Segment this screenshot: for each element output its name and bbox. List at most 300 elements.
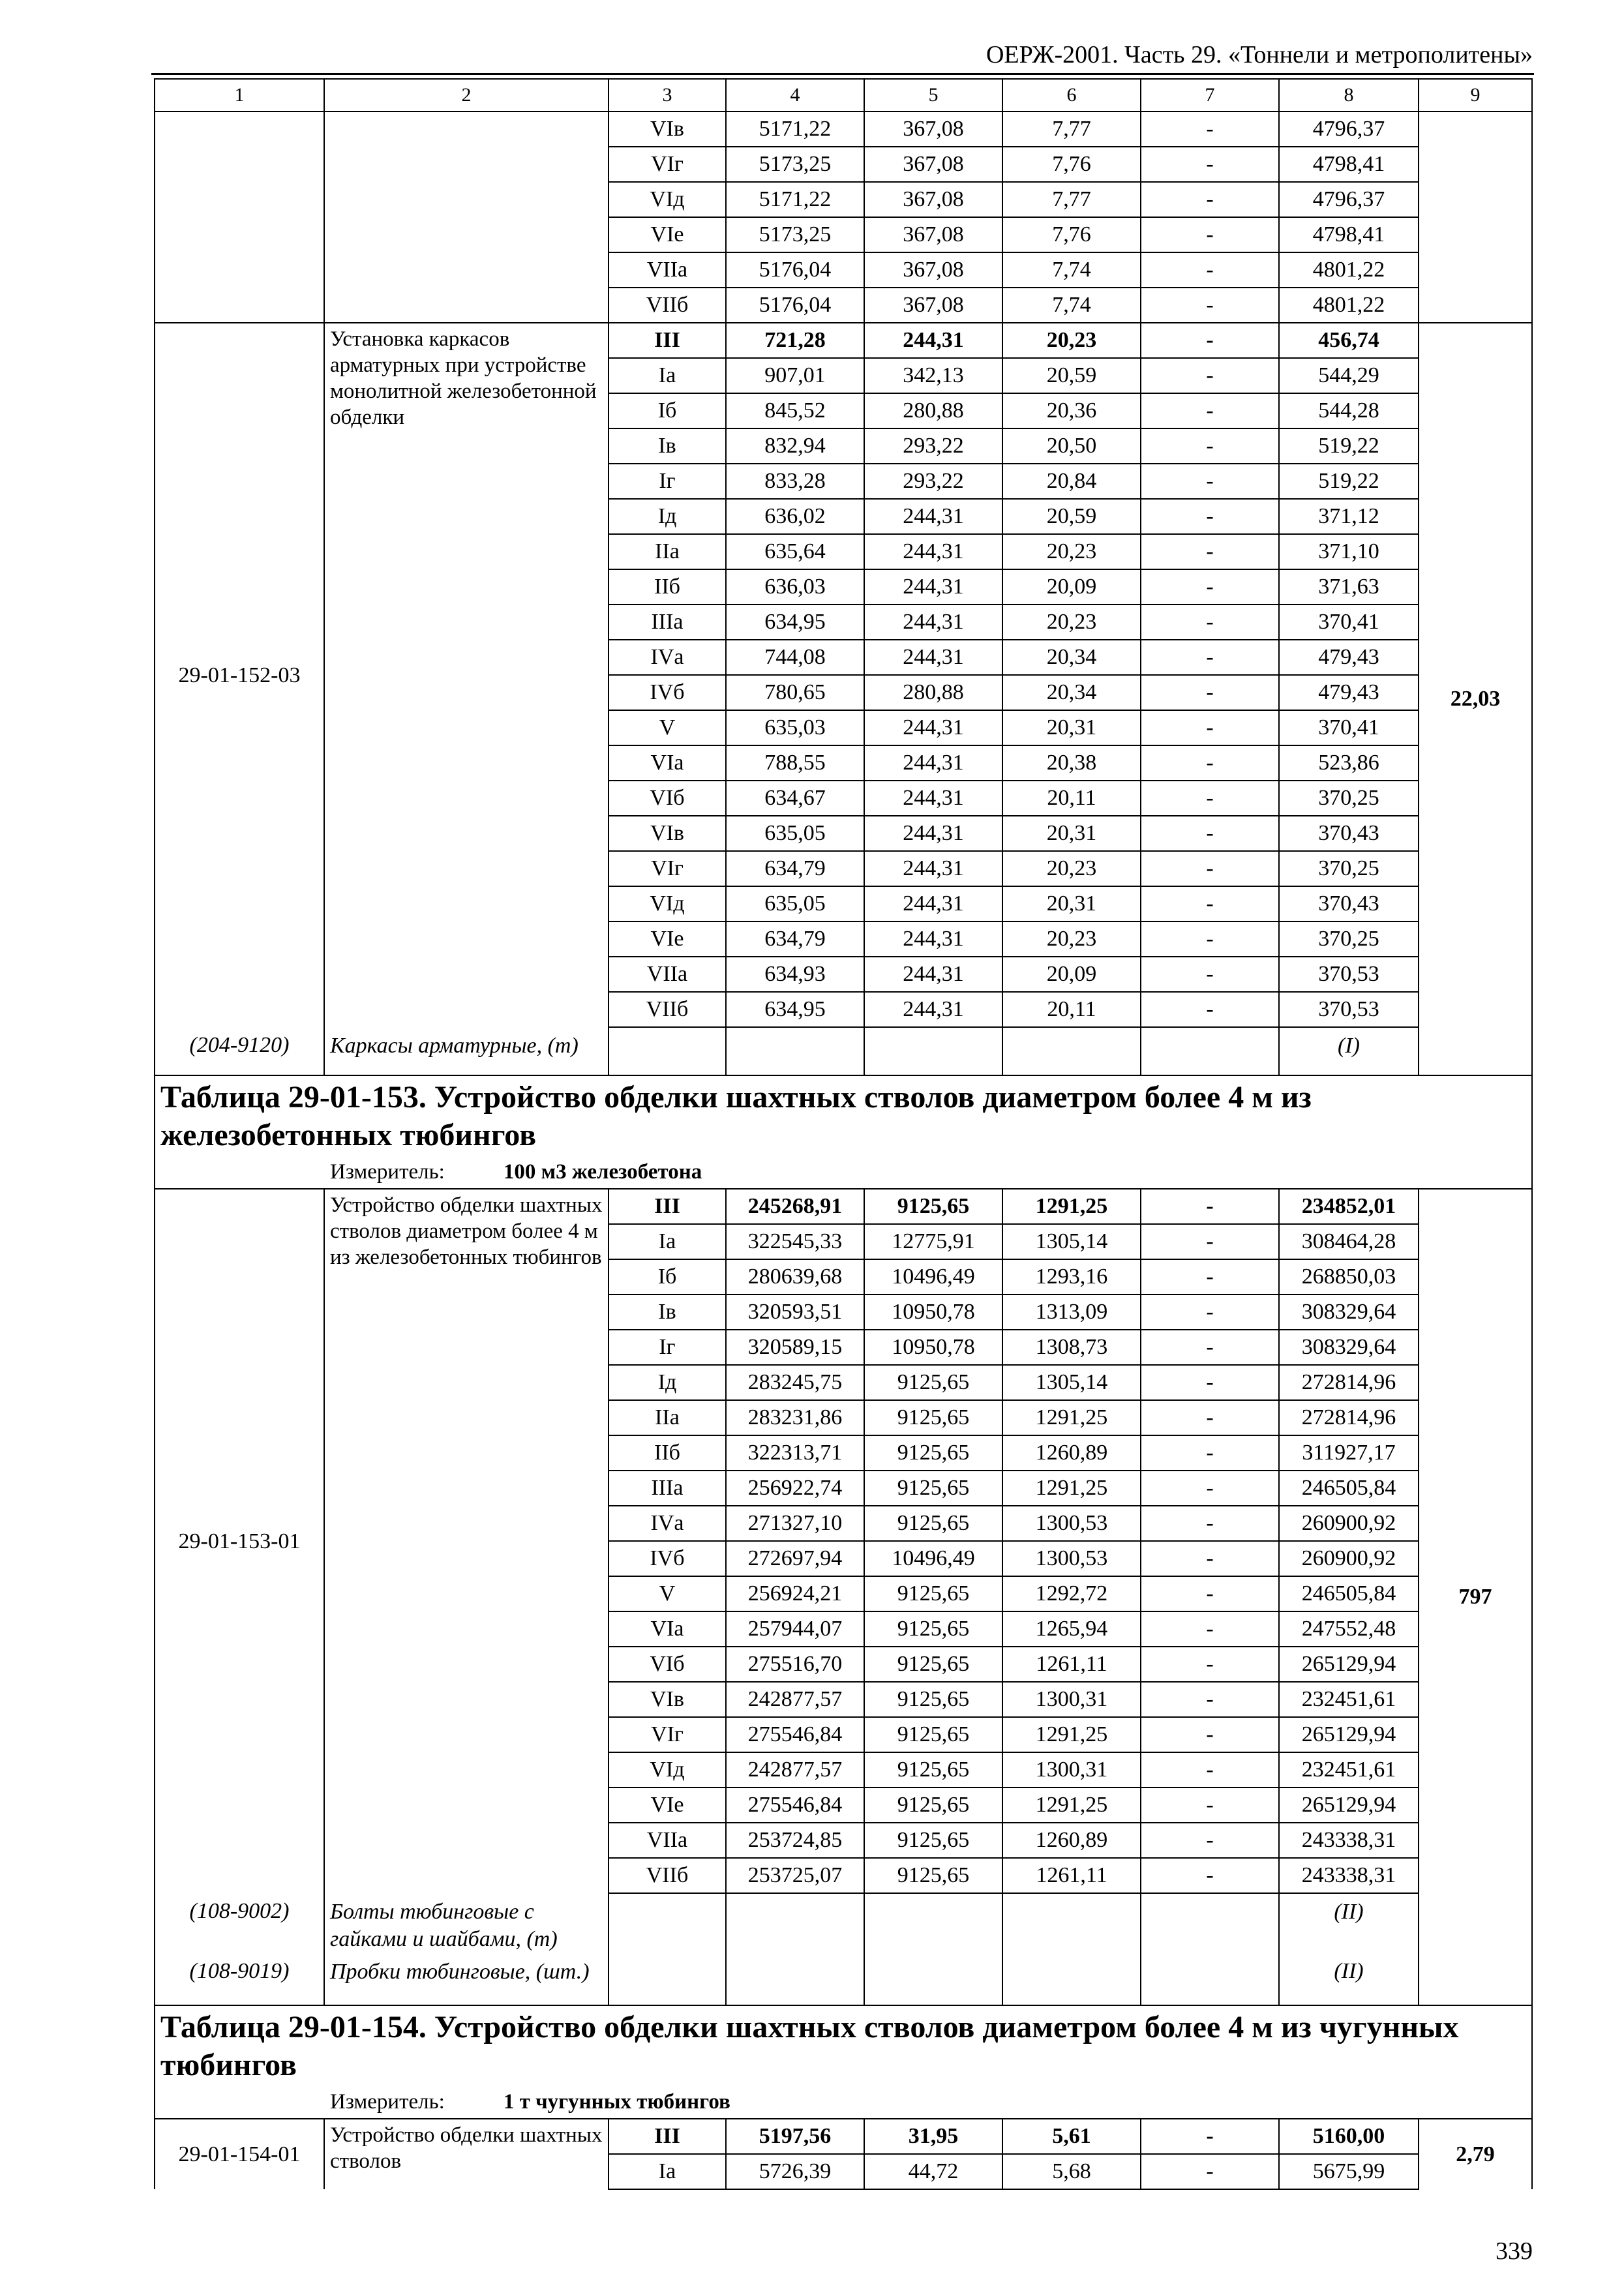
zone-cell: Iд: [609, 499, 726, 534]
resource-value: (II): [1279, 1953, 1419, 2005]
value-cell: 9125,65: [864, 1435, 1002, 1471]
value-cell: 280,88: [864, 393, 1002, 428]
zone-cell: Iа: [609, 358, 726, 393]
value-cell: 234852,01: [1279, 1189, 1419, 1224]
value-cell: 10496,49: [864, 1541, 1002, 1576]
zone-cell: VIе: [609, 217, 726, 252]
value-cell: 272814,96: [1279, 1365, 1419, 1400]
value-cell: -: [1141, 1611, 1279, 1647]
value-cell: 780,65: [726, 675, 864, 710]
zone-cell: Iв: [609, 428, 726, 464]
zone-cell: IIб: [609, 1435, 726, 1471]
value-cell: 232451,61: [1279, 1752, 1419, 1788]
value-cell: 9125,65: [864, 1189, 1002, 1224]
value-cell: 5176,04: [726, 252, 864, 288]
value-cell: -: [1141, 323, 1279, 358]
value-cell: 20,31: [1002, 886, 1141, 921]
value-cell: 243338,31: [1279, 1858, 1419, 1893]
value-cell: 367,08: [864, 252, 1002, 288]
table-row: [155, 1189, 1532, 1224]
value-cell: 10950,78: [864, 1294, 1002, 1330]
value-cell: 635,05: [726, 886, 864, 921]
value-cell: 244,31: [864, 921, 1002, 957]
value-cell: -: [1141, 217, 1279, 252]
column-number: 9: [1419, 79, 1532, 112]
value-cell: 280639,68: [726, 1259, 864, 1294]
value-cell: 5197,56: [726, 2119, 864, 2154]
zone-cell: III: [609, 1189, 726, 1224]
table-title-block: [155, 2005, 1532, 2119]
resource-row: [155, 1893, 1532, 1953]
zone-cell: VIе: [609, 921, 726, 957]
value-cell: 7,76: [1002, 217, 1141, 252]
value-cell: 245268,91: [726, 1189, 864, 1224]
value-cell: -: [1141, 1576, 1279, 1611]
value-cell: 367,08: [864, 112, 1002, 147]
zone-cell: VIа: [609, 745, 726, 781]
value-cell: 5675,99: [1279, 2154, 1419, 2189]
zone-cell: VIг: [609, 147, 726, 182]
value-cell: -: [1141, 428, 1279, 464]
value-cell: 367,08: [864, 147, 1002, 182]
empty-cell: [864, 1893, 1002, 1953]
zone-cell: Iг: [609, 1330, 726, 1365]
value-cell: -: [1141, 1858, 1279, 1893]
value-cell: 371,10: [1279, 534, 1419, 569]
value-cell: 275516,70: [726, 1647, 864, 1682]
empty-cell: [864, 1953, 1002, 2005]
value-cell: 370,53: [1279, 957, 1419, 992]
value-cell: 634,67: [726, 781, 864, 816]
rate-column-9: 2,79: [1419, 2119, 1532, 2189]
column-number: 8: [1279, 79, 1419, 112]
column-number: 7: [1141, 79, 1279, 112]
value-cell: 272814,96: [1279, 1400, 1419, 1435]
value-cell: 20,38: [1002, 745, 1141, 781]
value-cell: 275546,84: [726, 1717, 864, 1752]
value-cell: 9125,65: [864, 1717, 1002, 1752]
value-cell: 5176,04: [726, 288, 864, 323]
value-cell: 370,41: [1279, 710, 1419, 745]
value-cell: 1305,14: [1002, 1365, 1141, 1400]
value-cell: 7,77: [1002, 112, 1141, 147]
value-cell: 634,79: [726, 851, 864, 886]
value-cell: 20,23: [1002, 921, 1141, 957]
value-cell: 1265,94: [1002, 1611, 1141, 1647]
value-cell: 4796,37: [1279, 112, 1419, 147]
value-cell: 634,95: [726, 605, 864, 640]
value-cell: 370,43: [1279, 816, 1419, 851]
value-cell: 9125,65: [864, 1788, 1002, 1823]
table-row: [155, 2119, 1532, 2154]
zone-cell: Iб: [609, 1259, 726, 1294]
value-cell: -: [1141, 1682, 1279, 1717]
value-cell: 244,31: [864, 605, 1002, 640]
value-cell: 244,31: [864, 640, 1002, 675]
zone-cell: Iа: [609, 1224, 726, 1259]
value-cell: 634,95: [726, 992, 864, 1027]
value-cell: 20,59: [1002, 499, 1141, 534]
value-cell: 20,34: [1002, 640, 1141, 675]
value-cell: 370,25: [1279, 781, 1419, 816]
value-cell: 322545,33: [726, 1224, 864, 1259]
zone-cell: VIIа: [609, 957, 726, 992]
zone-cell: V: [609, 710, 726, 745]
value-cell: 268850,03: [1279, 1259, 1419, 1294]
value-cell: 244,31: [864, 745, 1002, 781]
value-cell: 1308,73: [1002, 1330, 1141, 1365]
value-cell: -: [1141, 1752, 1279, 1788]
value-cell: 1300,53: [1002, 1506, 1141, 1541]
value-cell: 4798,41: [1279, 147, 1419, 182]
value-cell: 342,13: [864, 358, 1002, 393]
empty-cell: [1002, 1953, 1141, 2005]
value-cell: 9125,65: [864, 1682, 1002, 1717]
value-cell: -: [1141, 745, 1279, 781]
value-cell: 1261,11: [1002, 1858, 1141, 1893]
value-cell: -: [1141, 1224, 1279, 1259]
value-cell: 367,08: [864, 288, 1002, 323]
value-cell: 246505,84: [1279, 1576, 1419, 1611]
unit-value: 1 т чугунных тюбингов: [503, 2090, 730, 2114]
value-cell: 265129,94: [1279, 1717, 1419, 1752]
value-cell: 242877,57: [726, 1682, 864, 1717]
empty-cell: [609, 1953, 726, 2005]
value-cell: 523,86: [1279, 745, 1419, 781]
resource-description: Болты тюбинговые с гайками и шайбами, (т): [324, 1893, 609, 1953]
value-cell: 246505,84: [1279, 1471, 1419, 1506]
value-cell: 1291,25: [1002, 1471, 1141, 1506]
zone-cell: VIе: [609, 1788, 726, 1823]
value-cell: 370,43: [1279, 886, 1419, 921]
zone-cell: IVб: [609, 1541, 726, 1576]
value-cell: 9125,65: [864, 1365, 1002, 1400]
zone-cell: VIIа: [609, 1823, 726, 1858]
value-cell: -: [1141, 816, 1279, 851]
value-cell: 253724,85: [726, 1823, 864, 1858]
resource-row: [155, 1953, 1532, 2005]
value-cell: 634,79: [726, 921, 864, 957]
value-cell: 1291,25: [1002, 1717, 1141, 1752]
value-cell: 308329,64: [1279, 1330, 1419, 1365]
empty-cell: [1141, 1893, 1279, 1953]
value-cell: 1300,53: [1002, 1541, 1141, 1576]
value-cell: -: [1141, 2119, 1279, 2154]
value-cell: 788,55: [726, 745, 864, 781]
zone-cell: VIг: [609, 1717, 726, 1752]
resource-code: (204-9120): [155, 1027, 324, 1075]
value-cell: -: [1141, 534, 1279, 569]
unit-line: [160, 2084, 1526, 2118]
value-cell: 256924,21: [726, 1576, 864, 1611]
value-cell: 10950,78: [864, 1330, 1002, 1365]
zone-cell: Iа: [609, 2154, 726, 2189]
rate-column-9: 22,03: [1419, 323, 1532, 1075]
value-cell: 308329,64: [1279, 1294, 1419, 1330]
value-cell: 272697,94: [726, 1541, 864, 1576]
value-cell: 7,77: [1002, 182, 1141, 217]
value-cell: 293,22: [864, 428, 1002, 464]
value-cell: 479,43: [1279, 675, 1419, 710]
value-cell: 20,23: [1002, 534, 1141, 569]
value-cell: 283245,75: [726, 1365, 864, 1400]
value-cell: -: [1141, 1647, 1279, 1682]
value-cell: 308464,28: [1279, 1224, 1419, 1259]
value-cell: 1291,25: [1002, 1788, 1141, 1823]
zone-cell: IIа: [609, 1400, 726, 1435]
empty-cell: [1141, 1027, 1279, 1075]
column-number: 2: [324, 79, 609, 112]
value-cell: 320593,51: [726, 1294, 864, 1330]
column-number: 6: [1002, 79, 1141, 112]
value-cell: -: [1141, 710, 1279, 745]
value-cell: 1292,72: [1002, 1576, 1141, 1611]
value-cell: 4801,22: [1279, 252, 1419, 288]
zone-cell: III: [609, 323, 726, 358]
resource-code: (108-9002): [155, 1893, 324, 1953]
table-title-row: [155, 1075, 1532, 1189]
value-cell: -: [1141, 1506, 1279, 1541]
value-cell: 9125,65: [864, 1823, 1002, 1858]
value-cell: 271327,10: [726, 1506, 864, 1541]
column-number: 4: [726, 79, 864, 112]
value-cell: -: [1141, 2154, 1279, 2189]
value-cell: 9125,65: [864, 1400, 1002, 1435]
value-cell: 370,25: [1279, 921, 1419, 957]
value-cell: 20,50: [1002, 428, 1141, 464]
zone-cell: VIIб: [609, 1858, 726, 1893]
table-row: [155, 323, 1532, 358]
value-cell: 244,31: [864, 781, 1002, 816]
value-cell: 20,31: [1002, 710, 1141, 745]
value-cell: 1291,25: [1002, 1400, 1141, 1435]
value-cell: 244,31: [864, 534, 1002, 569]
value-cell: 20,23: [1002, 323, 1141, 358]
value-cell: 9125,65: [864, 1858, 1002, 1893]
value-cell: 31,95: [864, 2119, 1002, 2154]
value-cell: 832,94: [726, 428, 864, 464]
value-cell: 244,31: [864, 851, 1002, 886]
column-number-row: [155, 79, 1532, 112]
empty-cell: [1141, 1953, 1279, 2005]
value-cell: 907,01: [726, 358, 864, 393]
zone-cell: III: [609, 2119, 726, 2154]
value-cell: 265129,94: [1279, 1788, 1419, 1823]
empty-cell: [1002, 1893, 1141, 1953]
value-cell: -: [1141, 182, 1279, 217]
column-number: 5: [864, 79, 1002, 112]
header-rule: [151, 73, 1534, 75]
value-cell: -: [1141, 1788, 1279, 1823]
value-cell: 242877,57: [726, 1752, 864, 1788]
value-cell: 20,59: [1002, 358, 1141, 393]
value-cell: 293,22: [864, 464, 1002, 499]
value-cell: 9125,65: [864, 1576, 1002, 1611]
empty-cell: [609, 1893, 726, 1953]
value-cell: 311927,17: [1279, 1435, 1419, 1471]
value-cell: -: [1141, 569, 1279, 605]
resource-row: [155, 1027, 1532, 1075]
value-cell: 44,72: [864, 2154, 1002, 2189]
value-cell: 280,88: [864, 675, 1002, 710]
value-cell: 20,36: [1002, 393, 1141, 428]
value-cell: 257944,07: [726, 1611, 864, 1647]
value-cell: 7,74: [1002, 252, 1141, 288]
value-cell: 20,23: [1002, 605, 1141, 640]
value-cell: 371,63: [1279, 569, 1419, 605]
value-cell: 244,31: [864, 957, 1002, 992]
zone-cell: VIд: [609, 182, 726, 217]
empty-cell: [609, 1027, 726, 1075]
unit-line: [160, 1154, 1526, 1188]
value-cell: -: [1141, 1435, 1279, 1471]
value-cell: 1291,25: [1002, 1189, 1141, 1224]
zone-cell: VIб: [609, 781, 726, 816]
value-cell: -: [1141, 781, 1279, 816]
value-cell: 1293,16: [1002, 1259, 1141, 1294]
value-cell: 7,76: [1002, 147, 1141, 182]
value-cell: 20,09: [1002, 957, 1141, 992]
zone-cell: VIв: [609, 112, 726, 147]
value-cell: 1261,11: [1002, 1647, 1141, 1682]
value-cell: 9125,65: [864, 1752, 1002, 1788]
value-cell: 367,08: [864, 217, 1002, 252]
value-cell: 5173,25: [726, 217, 864, 252]
zone-cell: IVа: [609, 1506, 726, 1541]
empty-cell: [864, 1027, 1002, 1075]
rate-description: Устройство обделки шахтных стволов диаметром более 4 м из железобетонных тюбингов: [324, 1189, 609, 1893]
zone-cell: IIIа: [609, 1471, 726, 1506]
value-cell: -: [1141, 851, 1279, 886]
zone-cell: IVб: [609, 675, 726, 710]
rate-column-9: [1419, 112, 1532, 323]
value-cell: -: [1141, 464, 1279, 499]
value-cell: 9125,65: [864, 1506, 1002, 1541]
zone-cell: IIб: [609, 569, 726, 605]
value-cell: 479,43: [1279, 640, 1419, 675]
value-cell: 370,53: [1279, 992, 1419, 1027]
value-cell: 636,02: [726, 499, 864, 534]
value-cell: 1260,89: [1002, 1823, 1141, 1858]
value-cell: 9125,65: [864, 1647, 1002, 1682]
value-cell: 5726,39: [726, 2154, 864, 2189]
value-cell: 636,03: [726, 569, 864, 605]
resource-description: Пробки тюбинговые, (шт.): [324, 1953, 609, 2005]
value-cell: 5160,00: [1279, 2119, 1419, 2154]
value-cell: 544,29: [1279, 358, 1419, 393]
value-cell: 371,12: [1279, 499, 1419, 534]
value-cell: 519,22: [1279, 464, 1419, 499]
value-cell: 20,84: [1002, 464, 1141, 499]
value-cell: 244,31: [864, 323, 1002, 358]
zone-cell: VIг: [609, 851, 726, 886]
value-cell: 20,11: [1002, 781, 1141, 816]
zone-cell: V: [609, 1576, 726, 1611]
table-title: Таблица 29-01-153. Устройство обделки шахтных стволов диаметром более 4 м из железобетонных тюбингов: [160, 1080, 1312, 1152]
value-cell: -: [1141, 112, 1279, 147]
page-header: ОЕРЖ-2001. Часть 29. «Тоннели и метрополитены»: [985, 41, 1533, 68]
value-cell: 456,74: [1279, 323, 1419, 358]
zone-cell: Iв: [609, 1294, 726, 1330]
value-cell: 635,03: [726, 710, 864, 745]
zone-cell: IVа: [609, 640, 726, 675]
zone-cell: Iг: [609, 464, 726, 499]
value-cell: 635,05: [726, 816, 864, 851]
zone-cell: VIв: [609, 1682, 726, 1717]
value-cell: -: [1141, 921, 1279, 957]
value-cell: 4801,22: [1279, 288, 1419, 323]
value-cell: 5,61: [1002, 2119, 1141, 2154]
value-cell: 244,31: [864, 710, 1002, 745]
value-cell: -: [1141, 957, 1279, 992]
zone-cell: VIд: [609, 1752, 726, 1788]
value-cell: 244,31: [864, 499, 1002, 534]
value-cell: 12775,91: [864, 1224, 1002, 1259]
value-cell: 243338,31: [1279, 1823, 1419, 1858]
zone-cell: Iб: [609, 393, 726, 428]
value-cell: 283231,86: [726, 1400, 864, 1435]
page-number: 339: [1496, 2237, 1533, 2265]
rate-code: 29-01-153-01: [155, 1189, 324, 1893]
empty-cell: [726, 1893, 864, 1953]
value-cell: 247552,48: [1279, 1611, 1419, 1647]
value-cell: 10496,49: [864, 1259, 1002, 1294]
value-cell: 519,22: [1279, 428, 1419, 464]
value-cell: -: [1141, 1330, 1279, 1365]
value-cell: 1260,89: [1002, 1435, 1141, 1471]
value-cell: 1305,14: [1002, 1224, 1141, 1259]
zone-cell: VIа: [609, 1611, 726, 1647]
value-cell: 253725,07: [726, 1858, 864, 1893]
zone-cell: IIIа: [609, 605, 726, 640]
value-cell: -: [1141, 1471, 1279, 1506]
value-cell: 9125,65: [864, 1471, 1002, 1506]
rate-description: [324, 112, 609, 323]
value-cell: -: [1141, 1400, 1279, 1435]
zone-cell: VIб: [609, 1647, 726, 1682]
value-cell: -: [1141, 640, 1279, 675]
value-cell: 5173,25: [726, 147, 864, 182]
value-cell: 367,08: [864, 182, 1002, 217]
column-number: 1: [155, 79, 324, 112]
value-cell: -: [1141, 1717, 1279, 1752]
zone-cell: IIа: [609, 534, 726, 569]
zone-cell: VIIб: [609, 288, 726, 323]
table-row: [155, 112, 1532, 147]
value-cell: -: [1141, 1541, 1279, 1576]
value-cell: -: [1141, 992, 1279, 1027]
resource-code: (108-9019): [155, 1953, 324, 2005]
value-cell: 721,28: [726, 323, 864, 358]
rate-description: Устройство обделки шахтных стволов: [324, 2119, 609, 2189]
value-cell: 1300,31: [1002, 1682, 1141, 1717]
rate-description: Установка каркасов арматурных при устройстве монолитной железобетонной обделки: [324, 323, 609, 1027]
empty-cell: [726, 1953, 864, 2005]
value-cell: -: [1141, 886, 1279, 921]
value-cell: 833,28: [726, 464, 864, 499]
value-cell: 370,25: [1279, 851, 1419, 886]
value-cell: 5,68: [1002, 2154, 1141, 2189]
value-cell: 265129,94: [1279, 1647, 1419, 1682]
value-cell: 7,74: [1002, 288, 1141, 323]
value-cell: 20,23: [1002, 851, 1141, 886]
value-cell: 232451,61: [1279, 1682, 1419, 1717]
value-cell: -: [1141, 1294, 1279, 1330]
unit-value: 100 м3 железобетона: [503, 1160, 702, 1184]
value-cell: -: [1141, 675, 1279, 710]
value-cell: 275546,84: [726, 1788, 864, 1823]
value-cell: 4798,41: [1279, 217, 1419, 252]
